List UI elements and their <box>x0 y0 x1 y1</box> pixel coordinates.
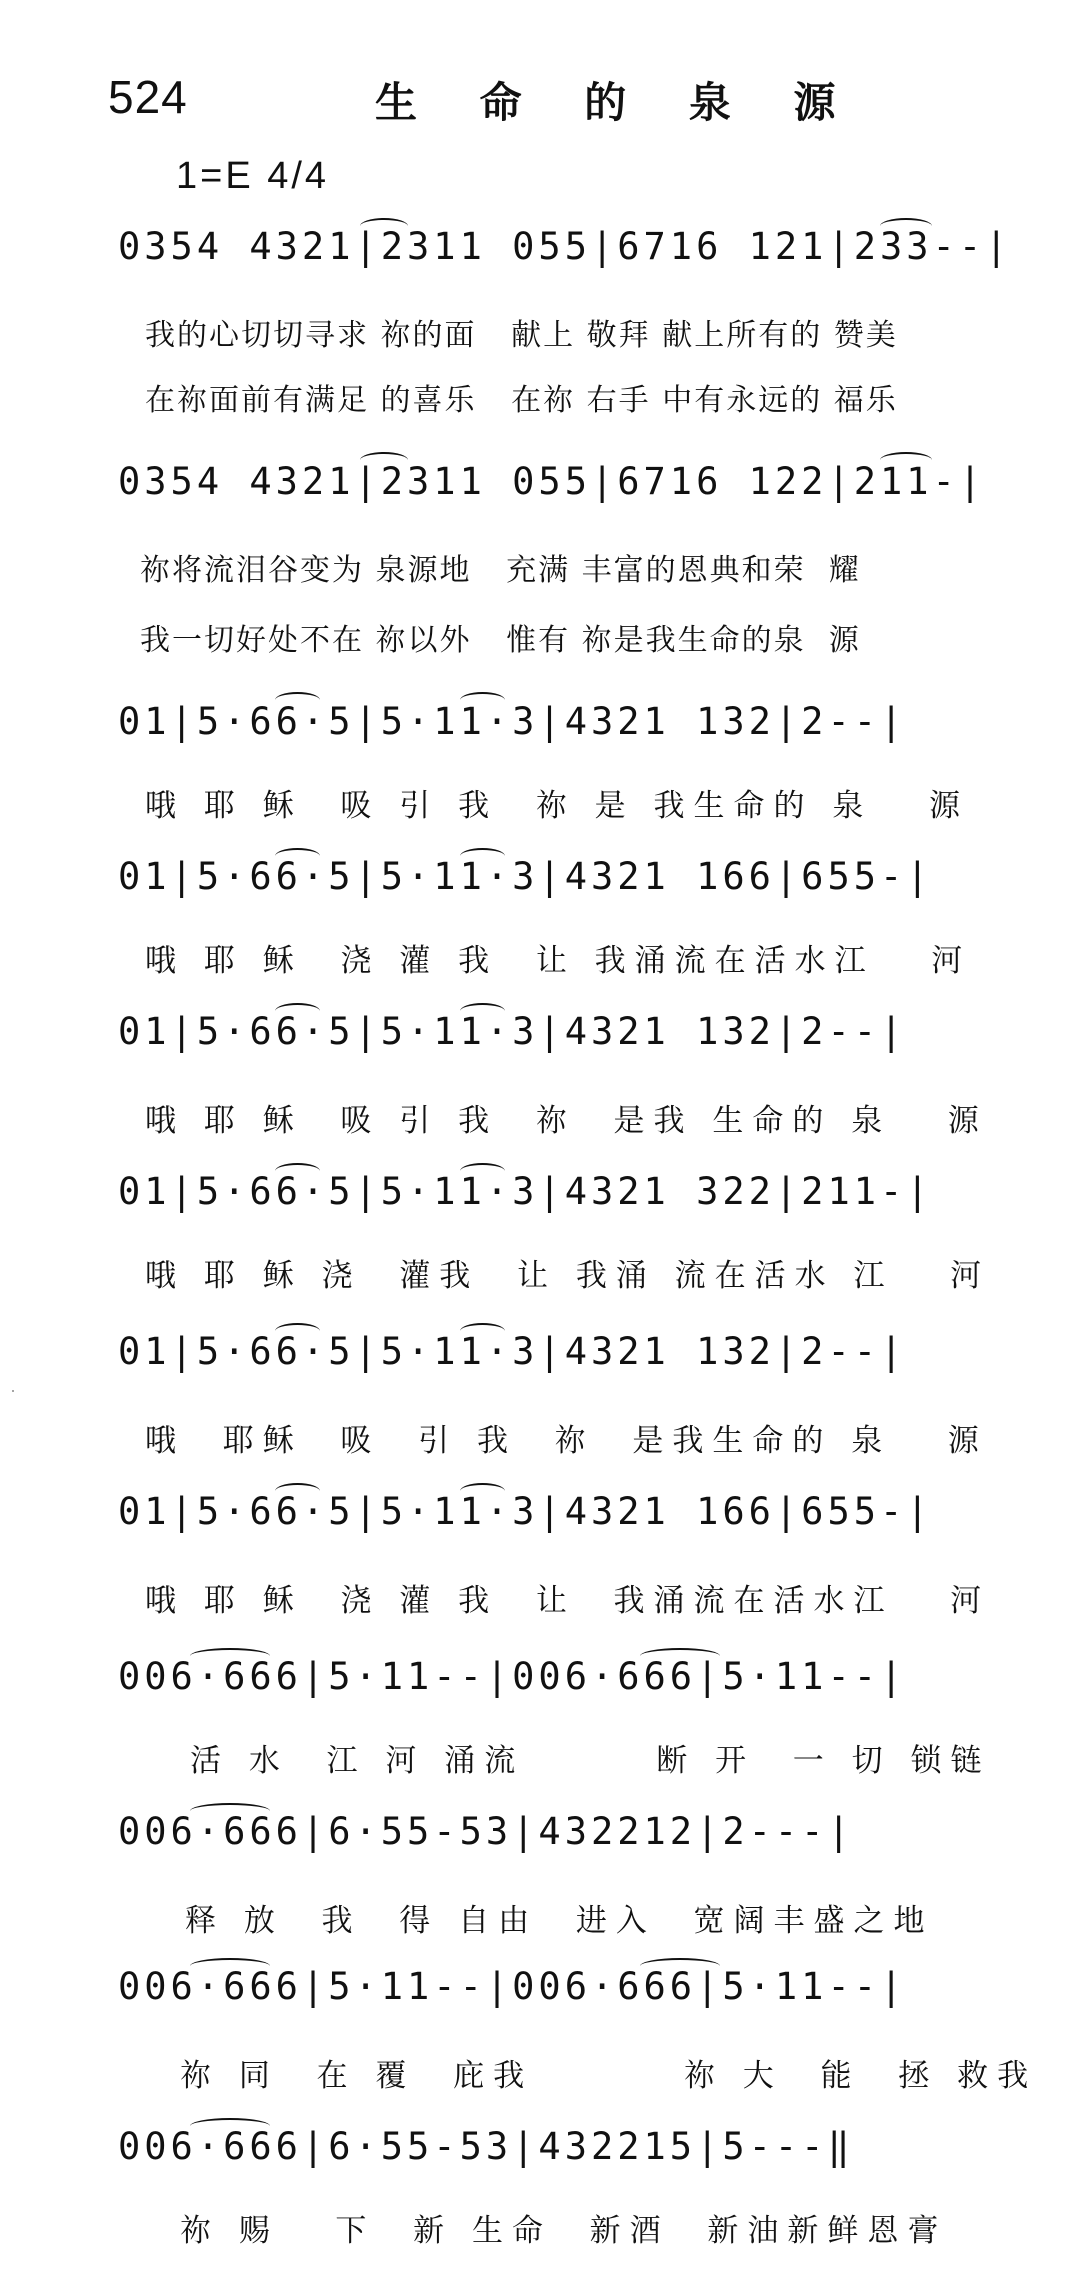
slur-mark <box>640 1958 720 1974</box>
slur-mark <box>460 1483 505 1499</box>
notation-line: 01|5·66·5|5·11·3|4321 132|2--| <box>118 700 907 743</box>
lyric-line: 我一切好处不在 祢以外 惟有 祢是我生命的泉 源 <box>140 623 861 658</box>
song-title: 生 命 的 泉 源 <box>375 78 860 127</box>
slur-mark <box>640 1648 720 1664</box>
notation-line: 0354 4321|2311 055|6716 122|211-| <box>118 460 986 503</box>
lyric-line: 哦 耶 稣 吸 引 我 祢 是我 生命的 泉 源 <box>145 1103 988 1139</box>
notation-line: 01|5·66·5|5·11·3|4321 166|655-| <box>118 1490 933 1533</box>
lyric-line: 哦 耶 稣 吸 引 我 祢 是 我生命的 泉 源 <box>145 788 969 824</box>
slur-mark <box>190 1648 270 1664</box>
lyric-line: 祢 同 在 覆 庇我 祢 大 能 拯 救我 <box>180 2058 1038 2094</box>
slur-mark <box>275 1483 320 1499</box>
slur-mark <box>275 692 320 708</box>
lyric-line: 哦 耶 稣 浇 灌我 让 我涌 流在活水 江 河 <box>145 1258 991 1294</box>
slur-mark <box>275 1003 320 1019</box>
slur-mark <box>275 1163 320 1179</box>
slur-mark <box>275 1323 320 1339</box>
notation-line: 01|5·66·5|5·11·3|4321 322|211-| <box>118 1170 933 1213</box>
lyric-line: 哦 耶 稣 浇 灌 我 让 我涌流在活水江 河 <box>145 943 972 979</box>
slur-mark <box>190 1803 270 1819</box>
notation-line: 01|5·66·5|5·11·3|4321 132|2--| <box>118 1010 907 1053</box>
lyric-line: 哦 耶稣 吸 引 我 祢 是我生命的 泉 源 <box>145 1423 988 1459</box>
lyric-line: 活 水 江 河 涌流 断 开 一 切 锁链 <box>190 1743 991 1779</box>
slur-mark <box>360 218 408 234</box>
lyric-line: 祢 赐 下 新 生命 新酒 新油新鲜恩膏 <box>180 2213 948 2249</box>
notation-line: 01|5·66·5|5·11·3|4321 132|2--| <box>118 1330 907 1373</box>
slur-mark <box>460 1323 505 1339</box>
scan-speck <box>12 1390 14 1392</box>
notation-line: 006·666|6·55-53|432212|2---| <box>118 1810 854 1853</box>
notation-line: 01|5·66·5|5·11·3|4321 166|655-| <box>118 855 933 898</box>
lyric-line: 在祢面前有满足 的喜乐 在祢 右手 中有永远的 福乐 <box>145 383 898 418</box>
slur-mark <box>275 848 320 864</box>
notation-line: 0354 4321|2311 055|6716 121|233--| <box>118 225 1012 268</box>
notation-line: 006·666|5·11--|006·666|5·11--| <box>118 1655 907 1698</box>
slur-mark <box>460 1163 505 1179</box>
lyric-line: 我的心切切寻求 祢的面 献上 敬拜 献上所有的 赞美 <box>145 318 898 353</box>
lyric-line: 释 放 我 得 自由 进入 宽阔丰盛之地 <box>185 1903 934 1939</box>
lyric-line: 祢将流泪谷变为 泉源地 充满 丰富的恩典和荣 耀 <box>140 553 861 588</box>
slur-mark <box>360 452 408 468</box>
slur-mark <box>460 692 505 708</box>
notation-line: 006·666|6·55-53|432215|5---‖ <box>118 2125 854 2168</box>
slur-mark <box>190 1958 270 1974</box>
slur-mark <box>190 2118 270 2134</box>
slur-mark <box>880 452 932 468</box>
key-signature: 1=E 4/4 <box>176 155 330 197</box>
slur-mark <box>880 218 932 234</box>
notation-line: 006·666|5·11--|006·666|5·11--| <box>118 1965 907 2008</box>
lyric-line: 哦 耶 稣 浇 灌 我 让 我涌流在活水江 河 <box>145 1583 991 1619</box>
slur-mark <box>460 848 505 864</box>
slur-mark <box>460 1003 505 1019</box>
page-number: 524 <box>108 71 188 123</box>
